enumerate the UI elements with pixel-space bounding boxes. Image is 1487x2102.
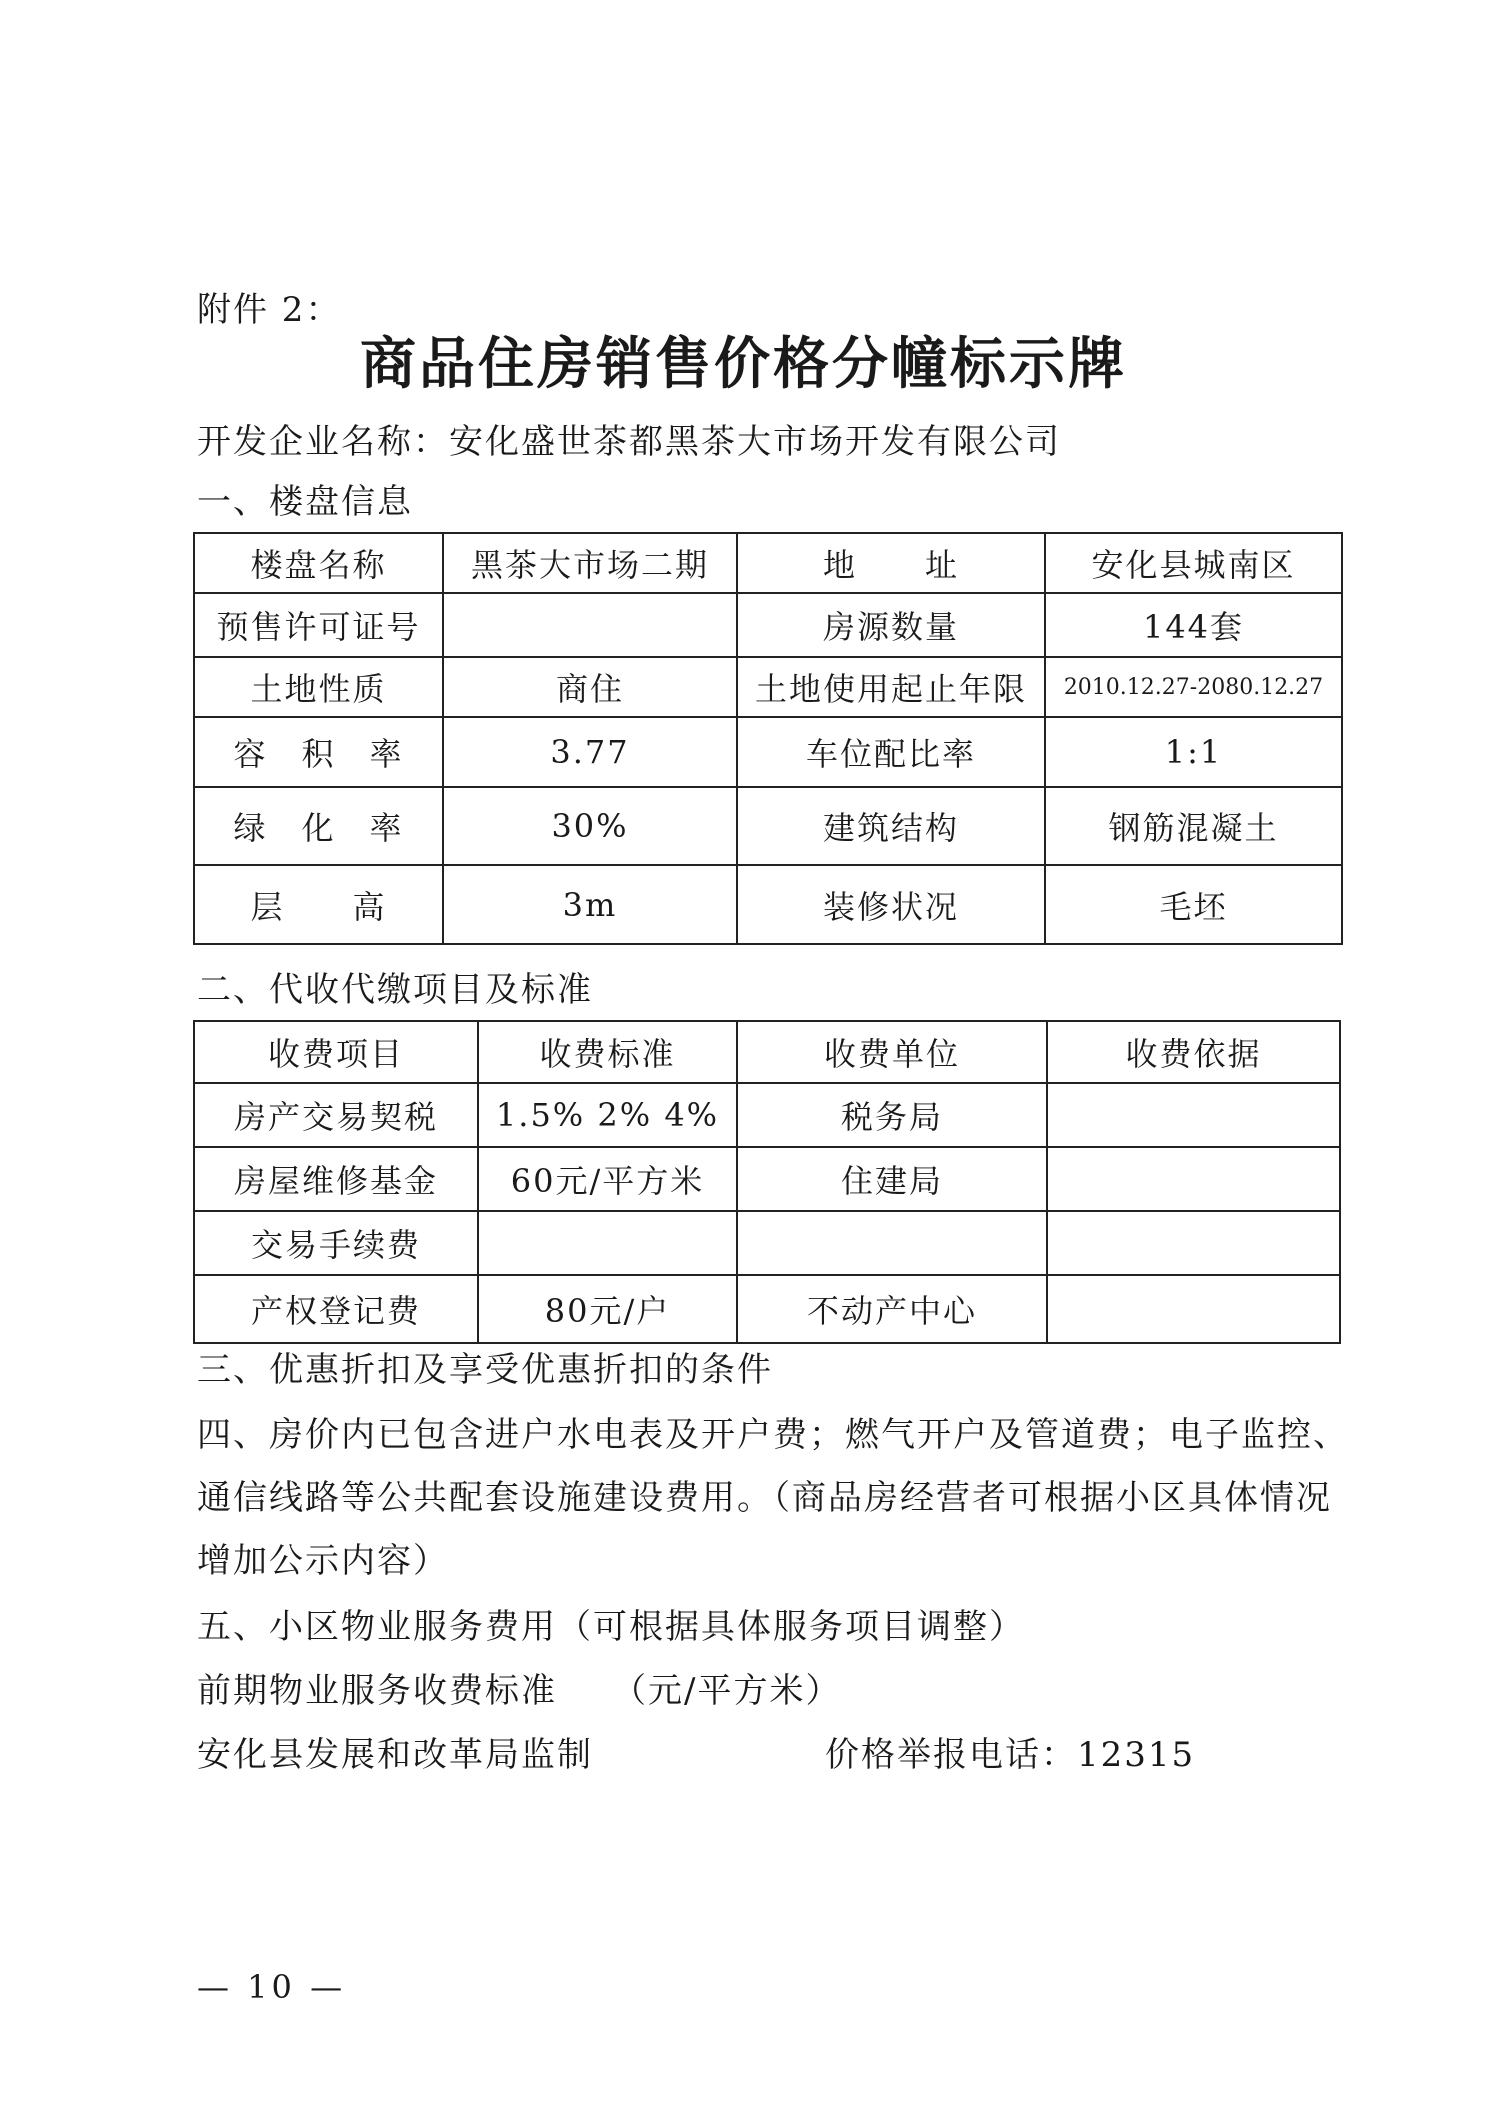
page-number: — 10 — (197, 1968, 347, 2006)
table-cell: 3.77 (443, 717, 737, 787)
table-cell: 层 高 (194, 865, 443, 944)
section5-heading: 五、小区物业服务费用（可根据具体服务项目调整） (197, 1607, 1025, 1647)
table-row (194, 533, 1342, 593)
table-cell: 车位配比率 (737, 717, 1045, 787)
table-header-row (194, 1021, 1340, 1083)
table-cell: 60元/平方米 (478, 1147, 737, 1211)
section4-line1: 四、房价内已包含进户水电表及开户费；燃气开户及管道费；电子监控、 (197, 1415, 1349, 1455)
table-cell: 产权登记费 (194, 1275, 478, 1343)
supervisor-label: 安化县发展和改革局监制 (197, 1735, 593, 1775)
section1-heading: 一、楼盘信息 (197, 482, 413, 522)
table-cell: 房产交易契税 (194, 1083, 478, 1147)
table-row (194, 657, 1342, 717)
table-cell: 2010.12.27-2080.12.27 (1045, 657, 1342, 717)
table-row (194, 1147, 1340, 1211)
table-row (194, 1275, 1340, 1343)
section4-line3: 增加公示内容） (197, 1541, 449, 1581)
table-cell: 黑茶大市场二期 (443, 533, 737, 593)
property-fee-line: 前期物业服务收费标准 （元/平方米） (197, 1671, 842, 1711)
table-cell: 住建局 (737, 1147, 1047, 1211)
section3-heading: 三、优惠折扣及享受优惠折扣的条件 (197, 1350, 773, 1390)
table-cell (443, 593, 737, 657)
table-cell: 3m (443, 865, 737, 944)
table-cell: 房源数量 (737, 593, 1045, 657)
table-cell: 交易手续费 (194, 1211, 478, 1275)
table-cell: 商住 (443, 657, 737, 717)
table-cell: 30% (443, 787, 737, 865)
table-cell: 建筑结构 (737, 787, 1045, 865)
table-cell: 房屋维修基金 (194, 1147, 478, 1211)
table-row (194, 593, 1342, 657)
section4-line2: 通信线路等公共配套设施建设费用。（商品房经营者可根据小区具体情况 (197, 1478, 1332, 1518)
table-cell: 税务局 (737, 1083, 1047, 1147)
table-cell: 80元/户 (478, 1275, 737, 1343)
column-header: 收费项目 (194, 1021, 478, 1083)
table-cell: 土地性质 (194, 657, 443, 717)
table-cell (478, 1211, 737, 1275)
page-title: 商品住房销售价格分幢标示牌 (360, 332, 1127, 397)
table-cell: 地 址 (737, 533, 1045, 593)
table-cell (1047, 1147, 1340, 1211)
table-cell: 钢筋混凝土 (1045, 787, 1342, 865)
table-row (194, 787, 1342, 865)
table-cell: 毛坯 (1045, 865, 1342, 944)
fees-table (193, 1020, 1341, 1344)
table-cell: 不动产中心 (737, 1275, 1047, 1343)
table-cell: 1.5% 2% 4% (478, 1083, 737, 1147)
section2-heading: 二、代收代缴项目及标准 (197, 970, 593, 1010)
table-cell: 装修状况 (737, 865, 1045, 944)
table-row (194, 865, 1342, 944)
table-row (194, 1211, 1340, 1275)
column-header: 收费单位 (737, 1021, 1047, 1083)
table-row (194, 717, 1342, 787)
table-row (194, 1083, 1340, 1147)
price-hotline: 价格举报电话：12315 (825, 1735, 1196, 1775)
property-info-table (193, 532, 1343, 945)
table-cell (1047, 1083, 1340, 1147)
table-cell: 土地使用起止年限 (737, 657, 1045, 717)
column-header: 收费标准 (478, 1021, 737, 1083)
table-cell (1047, 1211, 1340, 1275)
attachment-label: 附件 2： (197, 290, 342, 330)
developer-name: 开发企业名称：安化盛世茶都黑茶大市场开发有限公司 (197, 422, 1061, 462)
table-cell: 安化县城南区 (1045, 533, 1342, 593)
table-cell (737, 1211, 1047, 1275)
table-cell: 绿 化 率 (194, 787, 443, 865)
table-cell: 容 积 率 (194, 717, 443, 787)
table-cell: 楼盘名称 (194, 533, 443, 593)
table-cell: 144套 (1045, 593, 1342, 657)
table-cell (1047, 1275, 1340, 1343)
table-cell: 预售许可证号 (194, 593, 443, 657)
column-header: 收费依据 (1047, 1021, 1340, 1083)
table-cell: 1:1 (1045, 717, 1342, 787)
